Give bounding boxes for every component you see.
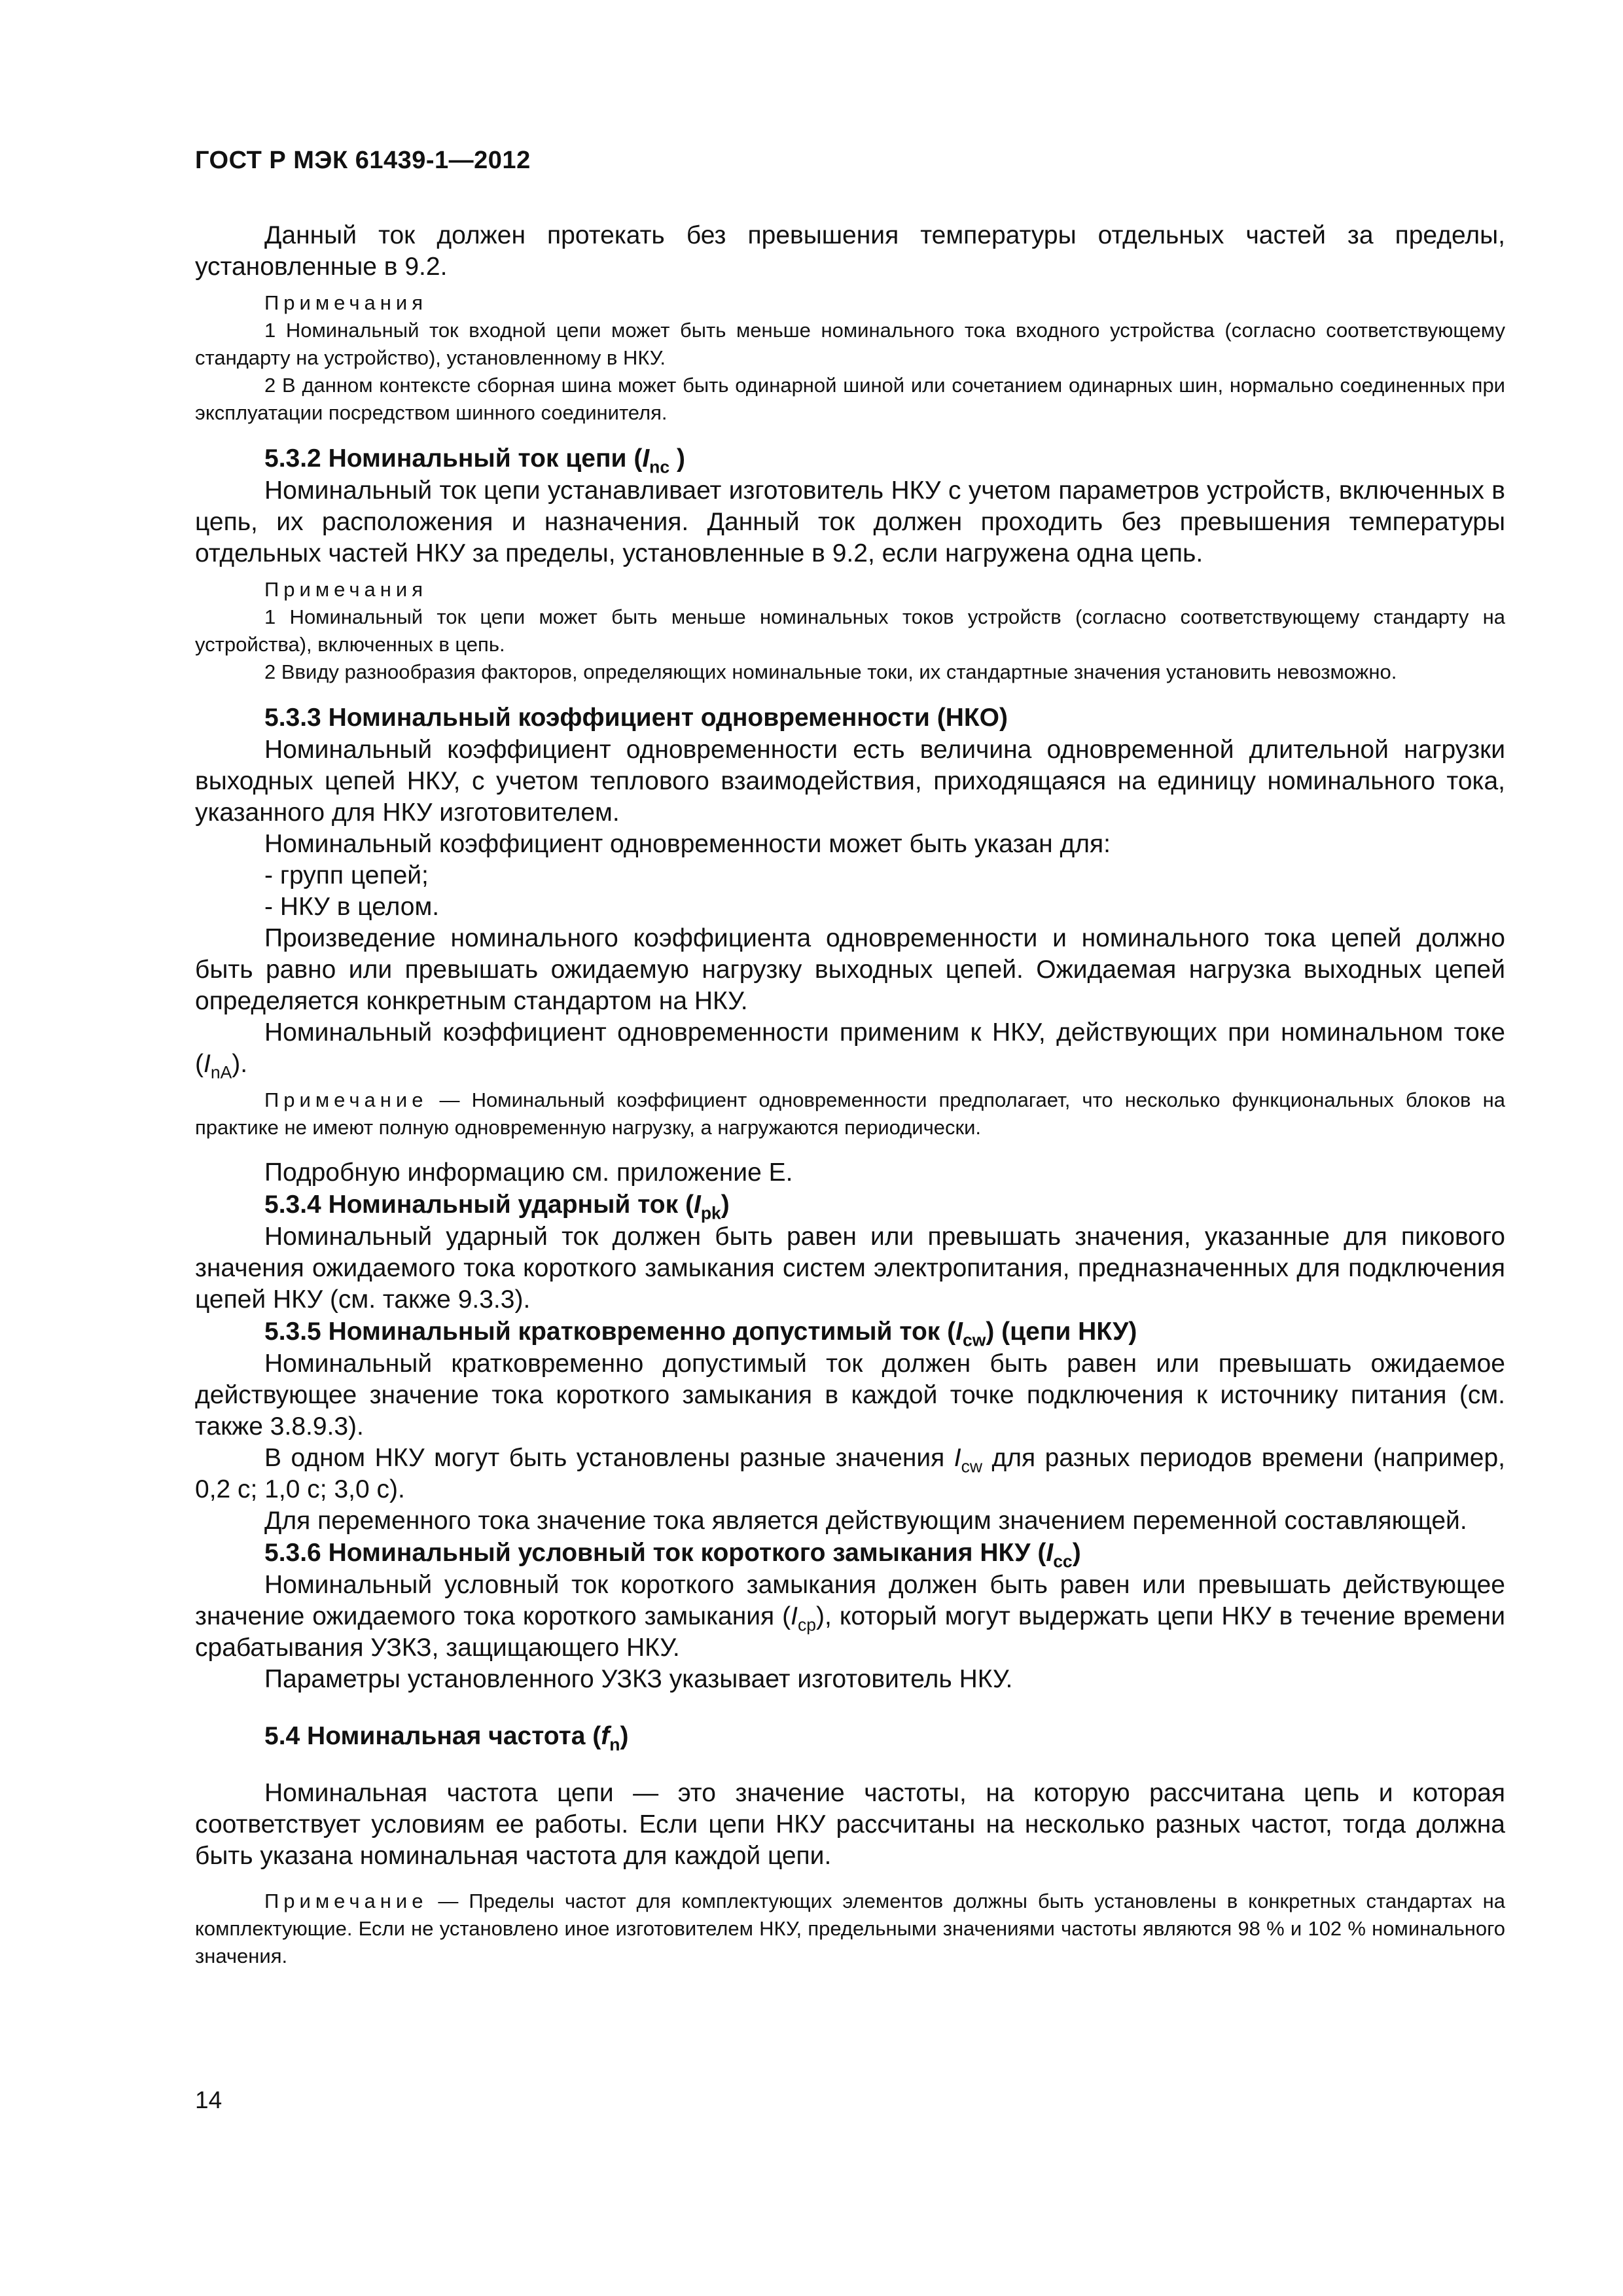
- section-paragraph: Для переменного тока значение тока является действующим значением переменной составляющей.: [264, 1507, 1467, 1535]
- page-number: 14: [195, 2087, 223, 2113]
- note-item: Примечание — Номинальный коэффициент одновременности предполагает, что несколько функциональных блоков на практике не имеют полную одновременную нагрузку, а нагружаются периодически.: [195, 1088, 1505, 1139]
- section-paragraph: Произведение номинального коэффициента одновременности и номинального тока цепей должно быть равно или превышать ожидаемую нагрузку выходных цепей. Ожидаемая нагрузка выходных цепей определяется конкретным стандартом на НКУ.: [195, 924, 1505, 1015]
- section-heading-5-3-6: 5.3.6 Номинальный условный ток короткого замыкания НКУ $(I_{cc})$: [264, 1539, 1081, 1571]
- note-item: 2 В данном контексте сборная шина может быть одинарной шиной или сочетанием одинарных шин, нормально соединенных при эксплуатации посредством шинного соединителя.: [195, 374, 1505, 424]
- section-paragraph: Номинальный условный ток короткого замыкания должен быть равен или превышать действующее значение ожидаемого тока короткого замыкания $(I_{cp})$, который могут выдержать цепи НКУ в течение времени срабатывания УЗКЗ, защищающего НКУ.: [195, 1571, 1505, 1662]
- section-heading-5-3-2: 5.3.2 Номинальный ток цепи ($I_{nc}$ ): [264, 444, 685, 477]
- section-paragraph: В одном НКУ могут быть установлены разные значения $I_{cw}$ для разных периодов времени (например, 0,2 с; 1,0 с; 3,0 с).: [195, 1444, 1506, 1503]
- note-item: Примечание — Пределы частот для комплектующих элементов должны быть установлены в конкретных стандартах на комплектующие. Если не установлено иное изготовителем НКУ, предельными значениями частоты являются 98 % и 102 % номинального значения.: [195, 1890, 1505, 1967]
- note-item: 1 Номинальный ток входной цепи может быть меньше номинального тока входного устройства (согласно соответствующему стандарту на устройство), установленному в НКУ.: [195, 319, 1505, 369]
- list-item: - групп цепей;: [264, 861, 429, 889]
- section-paragraph: Номинальный ударный ток должен быть равен или превышать значения, указанные для пикового значения ожидаемого тока короткого замыкания систем электропитания, предназначенных для подключения цепей НКУ (см. также 9.3.3).: [195, 1223, 1505, 1314]
- intro-paragraph: Данный ток должен протекать без превышения температуры отдельных частей за пределы, установленные в 9.2.: [195, 221, 1505, 281]
- notes-label: Примечания: [264, 578, 427, 601]
- section-paragraph: Номинальный коэффициент одновременности применим к НКУ, действующих при номинальном токе $(I_{nA})$.: [195, 1018, 1505, 1083]
- section-paragraph: Номинальный кратковременно допустимый ток должен быть равен или превышать ожидаемое действующее значение тока короткого замыкания в каждой точке подключения к источнику питания (см. также 3.8.9.3).: [195, 1350, 1505, 1441]
- section-paragraph: Номинальная частота цепи — это значение частоты, на которую рассчитана цепь и которая соответствует условиям ее работы. Если цепи НКУ рассчитаны на несколько разных частот, тогда должна быть указана номинальная частота для каждой цепи.: [195, 1779, 1505, 1870]
- notes-label: Примечания: [264, 291, 427, 314]
- document-header: ГОСТ Р МЭК 61439-1—2012: [195, 147, 531, 174]
- section-heading-5-3-3: 5.3.3 Номинальный коэффициент одновременности (НКО): [264, 704, 1008, 732]
- section-heading-5-4: 5.4 Номинальная частота $(f_n)$: [264, 1722, 629, 1755]
- page-content: [195, 220, 1505, 1970]
- section-heading-5-3-5: 5.3.5 Номинальный кратковременно допустимый ток $(I_{cw})$ (цепи НКУ): [264, 1318, 1137, 1350]
- section-paragraph: Параметры установленного УЗКЗ указывает изготовитель НКУ.: [264, 1665, 1013, 1693]
- section-paragraph: Номинальный ток цепи устанавливает изготовитель НКУ с учетом параметров устройств, включенных в цепь, их расположения и назначения. Данный ток должен проходить без превышения температуры отдельных частей НКУ за пределы, установленные в 9.2, если нагружена одна цепь.: [195, 476, 1505, 567]
- note-item: 1 Номинальный ток цепи может быть меньше номинальных токов устройств (согласно соответствующему стандарту на устройства), включенных в цепь.: [195, 605, 1505, 656]
- note-item: 2 Ввиду разнообразия факторов, определяющих номинальные токи, их стандартные значения установить невозможно.: [264, 660, 1397, 683]
- section-paragraph: Номинальный коэффициент одновременности может быть указан для:: [264, 830, 1111, 858]
- section-paragraph: Номинальный коэффициент одновременности есть величина одновременной длительной нагрузки выходных цепей НКУ, с учетом теплового взаимодействия, приходящаяся на единицу номинального тока, указанного для НКУ изготовителем.: [195, 736, 1505, 827]
- list-item: - НКУ в целом.: [264, 893, 440, 921]
- section-paragraph: Подробную информацию см. приложение Е.: [264, 1158, 793, 1187]
- section-heading-5-3-4: 5.3.4 Номинальный ударный ток $(I_{pk})$: [264, 1191, 730, 1223]
